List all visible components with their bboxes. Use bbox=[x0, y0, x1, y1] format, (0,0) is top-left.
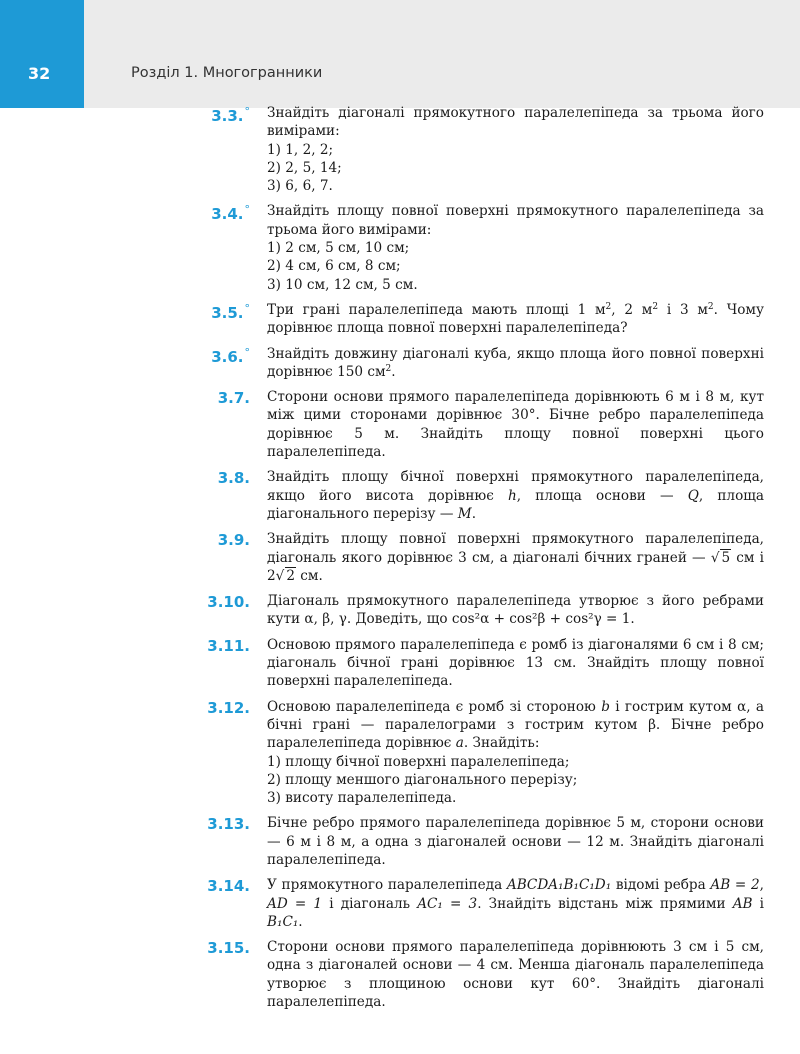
exercise-number: 3.4.° bbox=[211, 203, 250, 224]
exercise-text: Знайдіть площу повної поверхні прямокутного паралелепіпеда, діагональ якого дорівнює 3 см, а діагоналі бічних граней — √ 5 см і 2√ 2 см. bbox=[267, 531, 764, 584]
exercise-3-7 bbox=[0, 388, 800, 461]
exercise-number: 3.15. bbox=[207, 939, 250, 958]
list-item: 1) площу бічної поверхні паралелепіпеда; bbox=[267, 753, 570, 770]
exercise-text: Бічне ребро прямого паралелепіпеда дорівнює 5 м, сторони основи — 6 м і 8 м, а одна з діагоналей основи — 12 м. Знайдіть діагоналі паралелепіпеда. bbox=[267, 815, 764, 868]
exercise-number: 3.12. bbox=[207, 698, 250, 717]
list-item: 1) 1, 2, 2; bbox=[267, 141, 334, 158]
list-item: 2) 2, 5, 14; bbox=[267, 159, 342, 176]
exercise-text: Три грані паралелепіпеда мають площі 1 $м^2$, 2 $м^2$ і 3 $м^2$. Чому дорівнює площа повної поверхні паралелепіпеда? bbox=[267, 301, 764, 337]
list-item: 2) 4 см, 6 см, 8 см; bbox=[267, 258, 401, 275]
list-item: 3) 6, 6, 7. bbox=[267, 178, 333, 195]
section-title: Розділ 1. Многогранники bbox=[131, 65, 323, 81]
exercise-number: 3.11. bbox=[207, 636, 250, 655]
exercise-3-5 bbox=[0, 301, 800, 338]
exercise-3-11 bbox=[0, 636, 800, 691]
exercise-3-10 bbox=[0, 592, 800, 629]
exercise-number: 3.5.° bbox=[211, 301, 250, 322]
exercise-number: 3.8. bbox=[217, 469, 250, 488]
exercise-text: Знайдіть діагоналі прямокутного паралелепіпеда за трьома його вимірами: 1) 1, 2, 2; 2) 2, 5, 14; 3) 6, 6, 7. bbox=[267, 105, 764, 195]
page-number-tab bbox=[0, 0, 84, 108]
list-item: 1) 2 см, 5 см, 10 см; bbox=[267, 240, 410, 257]
page-number: 32 bbox=[28, 64, 51, 83]
exercise-3-13 bbox=[0, 814, 800, 869]
exercise-3-8 bbox=[0, 468, 800, 523]
exercise-text: Сторони основи прямого паралелепіпеда дорівнюють 6 м і 8 м, кут між цими сторонами дорівнює 30°. Бічне ребро паралелепіпеда дорівнює 5 м. Знайдіть площу повної поверхні цього паралелепіпеда. bbox=[267, 389, 764, 461]
exercise-text: Діагональ прямокутного паралелепіпеда утворює з його ребрами кути α, β, γ. Доведіть, що cos²α + cos²β + cos²γ = 1. bbox=[267, 593, 764, 628]
exercise-list bbox=[0, 104, 800, 1018]
exercise-number: 3.3.° bbox=[211, 105, 250, 125]
exercise-text: Знайдіть площу бічної поверхні прямокутного паралелепіпеда, якщо його висота дорівнює h, площа основи — Q, площа діагонального перерізу — M. bbox=[267, 469, 764, 522]
formula: cos²α + cos²β + cos²γ = 1 bbox=[451, 611, 631, 628]
exercise-3-3 bbox=[0, 104, 800, 195]
exercise-text: Знайдіть площу повної поверхні прямокутного паралелепіпеда за трьома його вимірами: 1) 2 см, 5 см, 10 см; 2) 4 см, 6 см, 8 см; 3) 10 см, 12 см, 5 см. bbox=[267, 203, 764, 293]
exercise-3-9 bbox=[0, 530, 800, 585]
exercise-number: 3.7. bbox=[217, 389, 250, 408]
exercise-text: Знайдіть довжину діагоналі куба, якщо площа його повної поверхні дорівнює 150 $см^2$. bbox=[267, 345, 764, 380]
header-band bbox=[0, 0, 800, 108]
sqrt-2: 2 bbox=[286, 567, 295, 584]
exercise-number: 3.6.° bbox=[211, 345, 250, 366]
exercise-3-12 bbox=[0, 698, 800, 808]
list-item: 3) висоту паралелепіпеда. bbox=[267, 790, 457, 807]
exercise-number: 3.13. bbox=[207, 815, 250, 834]
exercise-text: Основою прямого паралелепіпеда є ромб із діагоналями 6 см і 8 см; діагональ бічної грані дорівнює 13 см. Знайдіть площу повної поверхні паралелепіпеда. bbox=[267, 636, 764, 690]
list-item: 3) 10 см, 12 см, 5 см. bbox=[267, 276, 418, 293]
exercise-3-14 bbox=[0, 876, 800, 931]
exercise-text: У прямокутного паралелепіпеда ABCDA₁B₁C₁D₁ відомі ребра AB = 2, AD = 1 і діагональ AC₁ = 3. Знайдіть відстань між прямими AB і B₁C₁. bbox=[267, 877, 764, 930]
exercise-number: 3.14. bbox=[207, 877, 250, 896]
exercise-text: Сторони основи прямого паралелепіпеда дорівнюють 3 см і 5 см, одна з діагоналей основи — 4 см. Менша діагональ паралелепіпеда утворює з площиною основи кут 60°. Знайдіть діагоналі паралелепіпеда. bbox=[267, 939, 764, 1011]
exercise-3-6 bbox=[0, 345, 800, 382]
exercise-3-15 bbox=[0, 938, 800, 1011]
exercise-number: 3.9. bbox=[217, 531, 250, 550]
exercise-3-4 bbox=[0, 202, 800, 293]
exercise-text: Основою паралелепіпеда є ромб зі стороною b і гострим кутом α, а бічні грані — паралелограми з гострим кутом β. Бічне ребро паралелепіпеда дорівнює a. Знайдіть: 1) площу бічної поверхні паралелепіпеда; 2) площу меншого діагонального перерізу; 3) висоту паралелепіпеда. bbox=[267, 698, 764, 807]
sqrt-5: 5 bbox=[721, 549, 731, 566]
list-item: 2) площу меншого діагонального перерізу; bbox=[267, 771, 578, 788]
exercise-number: 3.10. bbox=[207, 593, 250, 612]
